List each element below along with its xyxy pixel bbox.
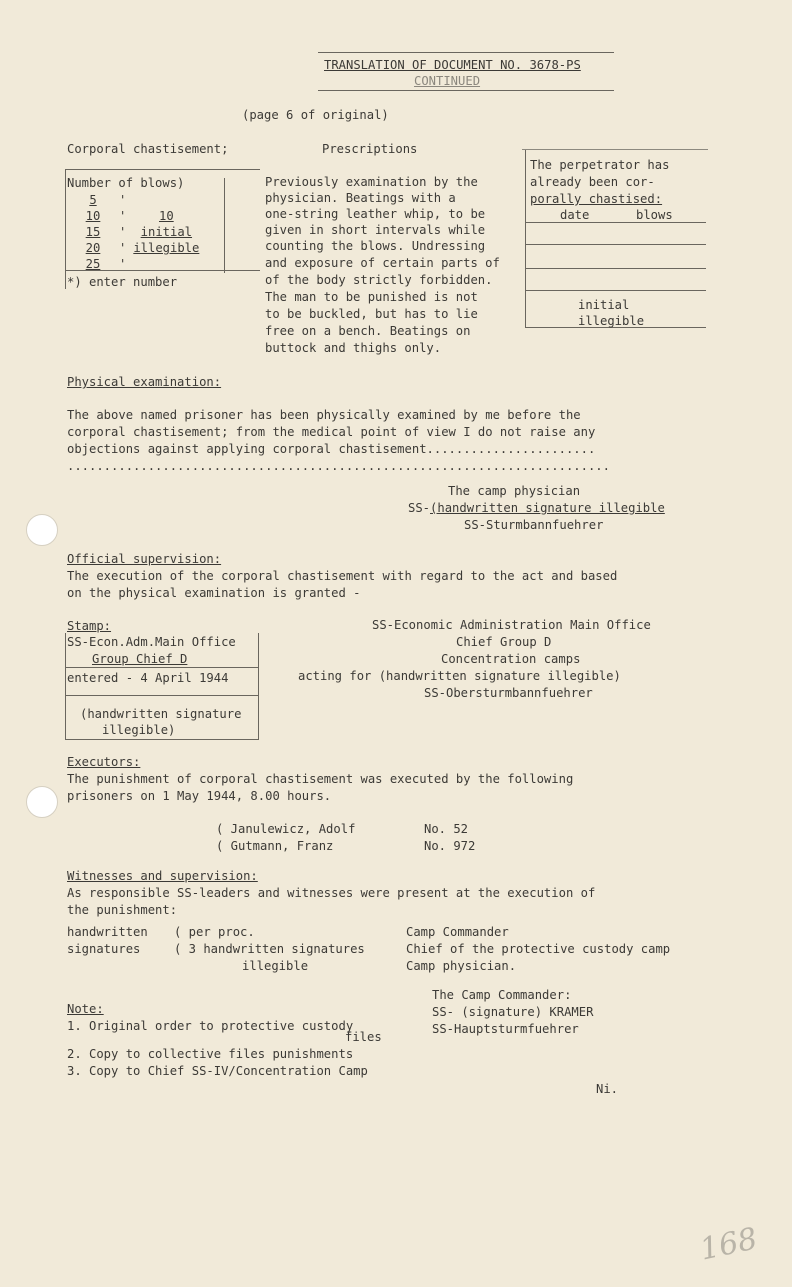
witness-right: Chief of the protective custody camp xyxy=(406,942,671,956)
executor-name: ( Janulewicz, Adolf xyxy=(216,822,356,836)
commander-signature: SS- (signature) KRAMER xyxy=(432,1005,594,1019)
prescriptions-heading: Prescriptions xyxy=(322,142,418,156)
witness-left: signatures xyxy=(67,942,141,956)
witness-mid: ( per proc. xyxy=(174,925,255,939)
chastisement-heading: Corporal chastisement; xyxy=(67,142,229,156)
blows-footnote: *) enter number xyxy=(67,275,178,289)
witness-right: Camp physician. xyxy=(406,959,517,973)
page-note: (page 6 of original) xyxy=(242,108,389,122)
punch-hole-bottom xyxy=(26,786,58,818)
witnesses-heading: Witnesses and supervision: xyxy=(67,869,258,883)
page-number: 168 xyxy=(696,1221,761,1268)
executor-number: No. 52 xyxy=(424,822,469,836)
witness-mid: illegible xyxy=(242,959,309,973)
note-item: 2. Copy to collective files punishments xyxy=(67,1047,354,1061)
typist-initials: Ni. xyxy=(596,1082,619,1096)
blow-row: 20 ' illegible xyxy=(85,241,200,255)
document-title: TRANSLATION OF DOCUMENT NO. 3678-PS xyxy=(324,58,581,72)
commander-rank: SS-Hauptsturmfuehrer xyxy=(432,1022,579,1036)
note-item: 3. Copy to Chief SS-IV/Concentration Camp xyxy=(67,1064,368,1078)
title-rule xyxy=(318,52,614,53)
physical-heading: Physical examination: xyxy=(67,375,222,389)
executors-heading: Executors: xyxy=(67,755,141,769)
supervision-heading: Official supervision: xyxy=(67,552,222,566)
witness-left: handwritten xyxy=(67,925,148,939)
executor-number: No. 972 xyxy=(424,839,476,853)
note-item: 1. Original order to protective custody xyxy=(67,1019,354,1033)
blow-row: 25 ' xyxy=(85,257,127,271)
physician-rank: SS-Sturmbannfuehrer xyxy=(464,518,604,532)
commander-title: The Camp Commander: xyxy=(432,988,572,1002)
physician-signature: SS-(handwritten signature illegible xyxy=(408,501,665,515)
witness-right: Camp Commander xyxy=(406,925,509,939)
blow-row: 10 ' 10 xyxy=(85,209,174,223)
physician-title: The camp physician xyxy=(448,484,581,498)
executor-name: ( Gutmann, Franz xyxy=(216,839,334,853)
witness-mid: ( 3 handwritten signatures xyxy=(174,942,365,956)
note-item: files xyxy=(345,1030,382,1044)
blow-row: 5 ' xyxy=(89,193,127,207)
blows-header: Number of blows) xyxy=(67,176,185,190)
punch-hole-top xyxy=(26,514,58,546)
note-heading: Note: xyxy=(67,1002,104,1016)
blow-row: 15 ' initial xyxy=(85,225,193,239)
document-subtitle: CONTINUED xyxy=(414,74,481,88)
subtitle-rule xyxy=(318,90,614,91)
